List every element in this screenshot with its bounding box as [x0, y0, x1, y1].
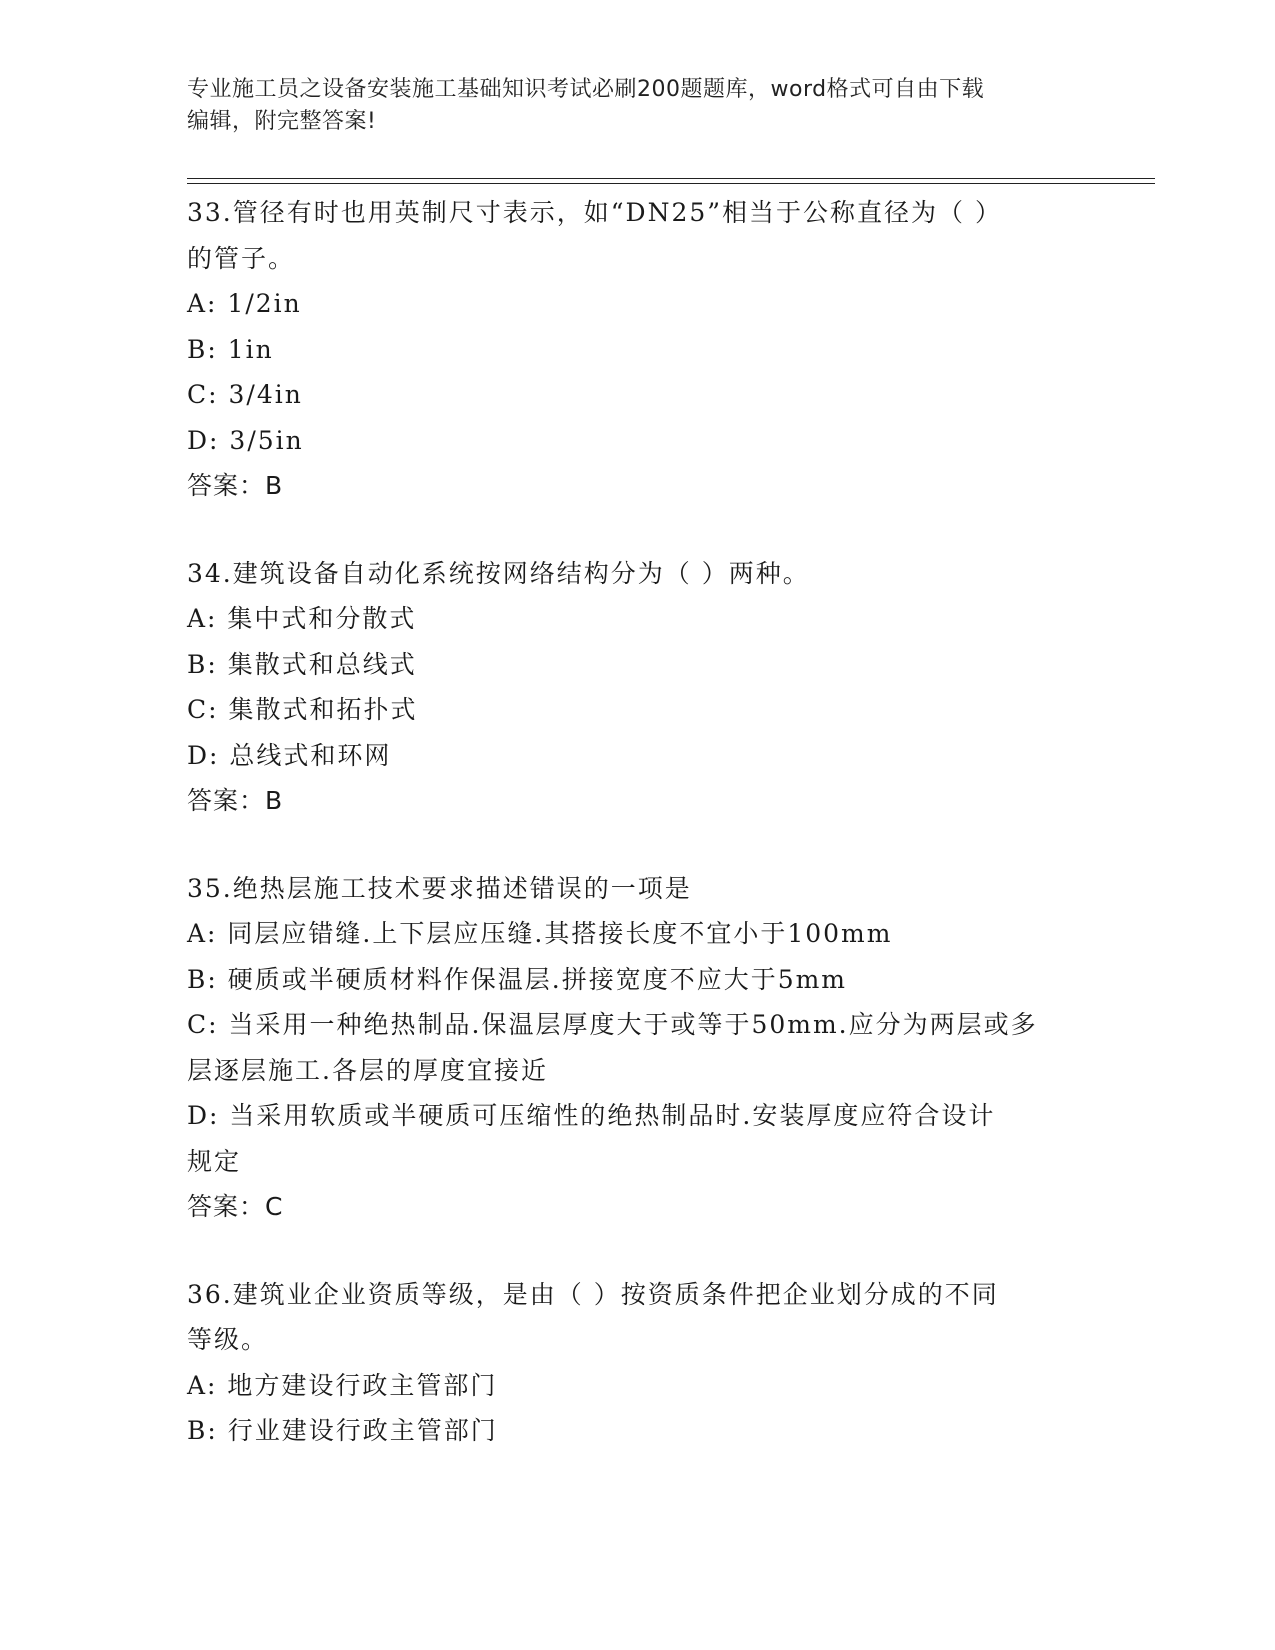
option-c: C: 3/4in: [187, 380, 303, 409]
option-d-continued: 规定: [187, 1146, 242, 1176]
option-a: A: 地方建设行政主管部门: [187, 1370, 498, 1400]
question-list: [187, 190, 1087, 1454]
question-33: [187, 190, 1087, 509]
question-34: [187, 551, 1087, 824]
option-d: D: 总线式和环网: [187, 740, 392, 770]
option-a: A: 同层应错缝.上下层应压缝.其搭接长度不宜小于100mm: [187, 919, 893, 948]
option-b: B: 行业建设行政主管部门: [187, 1416, 498, 1445]
question-36: [187, 1272, 1087, 1454]
header-divider-top: [187, 178, 1155, 179]
option-d: D: 3/5in: [187, 425, 304, 455]
option-c: C: 集散式和拓扑式: [187, 695, 418, 724]
question-stem-line: 的管子。: [187, 243, 296, 273]
answer: 答案：B: [187, 471, 284, 500]
option-a: A: 集中式和分散式: [187, 604, 417, 633]
question-35: [187, 866, 1087, 1230]
question-stem-line: 33.管径有时也用英制尺寸表示，如“DN25”相当于公称直径为（ ）: [187, 198, 1002, 227]
option-b: B: 1in: [187, 334, 274, 364]
header-title-line-2: 编辑，附完整答案!: [187, 109, 377, 134]
option-b: B: 硬质或半硬质材料作保温层.拼接宽度不应大于5mm: [187, 964, 848, 994]
question-stem-line: 36.建筑业企业资质等级，是由（ ）按资质条件把企业划分成的不同: [187, 1279, 999, 1309]
option-c: C: 当采用一种绝热制品.保温层厚度大于或等于50mm.应分为两层或多: [187, 1010, 1038, 1039]
answer: 答案：C: [187, 1192, 284, 1221]
option-a: A: 1/2in: [187, 289, 302, 318]
option-c-continued: 层逐层施工.各层的厚度宜接近: [187, 1055, 548, 1085]
header-divider-bottom: [187, 183, 1155, 184]
header-title-line-1: 专业施工员之设备安装施工基础知识考试必刷200题题库，word格式可自由下载: [187, 77, 985, 102]
document-header: [187, 74, 1087, 138]
answer: 答案：B: [187, 786, 284, 815]
option-d: D: 当采用软质或半硬质可压缩性的绝热制品时.安装厚度应符合设计: [187, 1101, 996, 1130]
question-stem-line: 等级。: [187, 1325, 269, 1354]
option-b: B: 集散式和总线式: [187, 649, 417, 679]
question-stem-line: 34.建筑设备自动化系统按网络结构分为（ ）两种。: [187, 558, 810, 588]
question-stem-line: 35.绝热层施工技术要求描述错误的一项是: [187, 873, 692, 903]
